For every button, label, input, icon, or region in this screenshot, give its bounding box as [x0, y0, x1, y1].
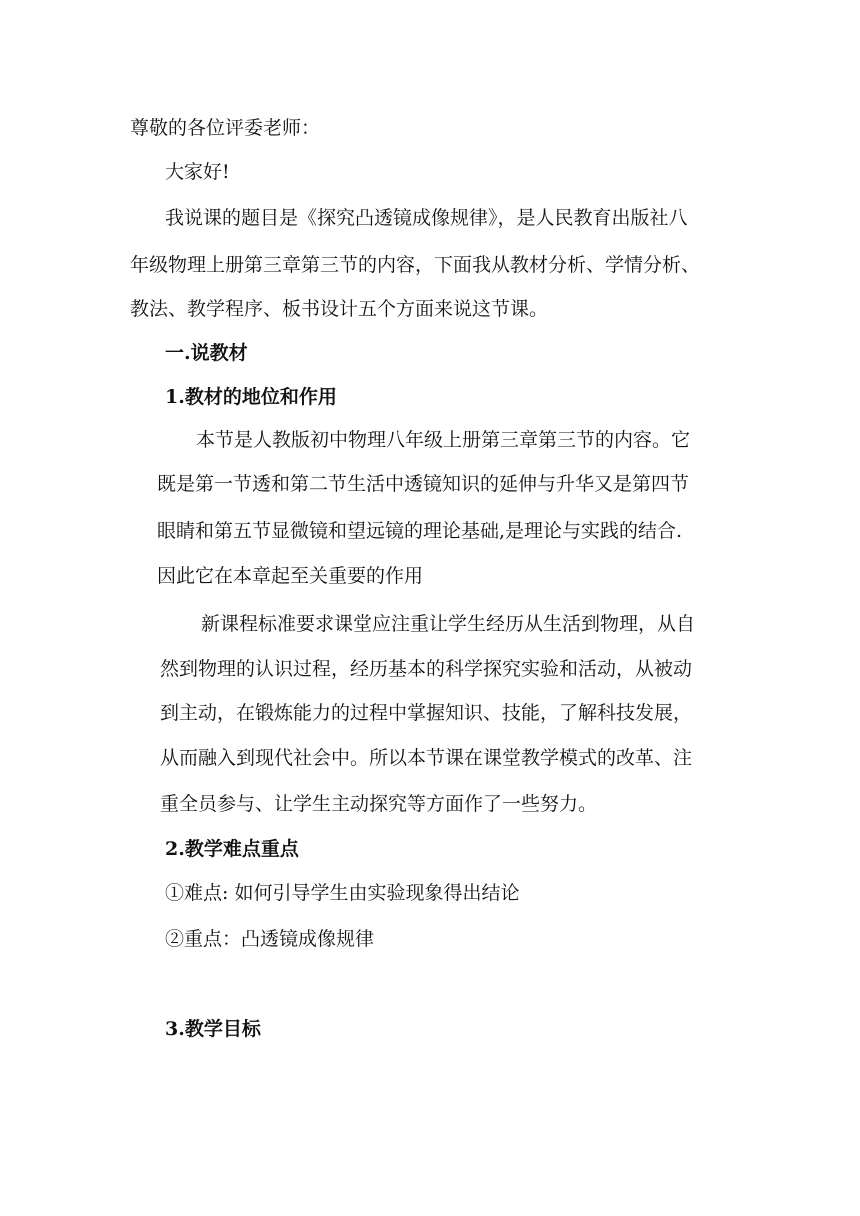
subsection-3-heading: 3.教学目标 — [165, 1018, 261, 1040]
difficulty-item: ①难点: 如何引导学生由实验现象得出结论 — [165, 882, 520, 904]
role-para-line-1: 本节是人教版初中物理八年级上册第三章第三节的内容。它 — [196, 429, 691, 451]
intro-line-1: 我说课的题目是《探究凸透镜成像规律》，是人民教育出版社八 — [165, 207, 688, 229]
role-para-line-3: 眼睛和第五节显微镜和望远镜的理论基础,是理论与实践的结合. — [157, 520, 683, 542]
standard-para-line-4: 从而融入到现代社会中。所以本节课在课堂教学模式的改革、注 — [160, 747, 693, 769]
intro-line-3: 教法、教学程序、板书设计五个方面来说这节课。 — [130, 298, 549, 320]
section-1-heading: 一.说教材 — [165, 342, 248, 364]
standard-para-line-3: 到主动，在锻炼能力的过程中掌握知识、技能，了解科技发展， — [160, 702, 693, 724]
standard-para-line-2: 然到物理的认识过程，经历基本的科学探究实验和活动，从被动 — [160, 658, 693, 680]
standard-para-line-5: 重全员参与、让学生主动探究等方面作了一些努力。 — [160, 793, 598, 815]
key-point-item: ②重点：凸透镜成像规律 — [165, 928, 375, 950]
salutation: 尊敬的各位评委老师： — [130, 117, 321, 139]
subsection-1-heading: 1.教材的地位和作用 — [165, 386, 337, 408]
standard-para-line-1: 新课程标准要求课堂应注重让学生经历从生活到物理，从自 — [201, 613, 696, 635]
role-para-line-2: 既是第一节透和第二节生活中透镜知识的延伸与升华又是第四节 — [157, 473, 690, 495]
role-para-line-4: 因此它在本章起至关重要的作用 — [157, 565, 424, 587]
intro-line-2: 年级物理上册第三章第三节的内容，下面我从教材分析、学情分析、 — [130, 254, 701, 276]
subsection-2-heading: 2.教学难点重点 — [165, 838, 299, 860]
greeting: 大家好! — [165, 161, 230, 183]
